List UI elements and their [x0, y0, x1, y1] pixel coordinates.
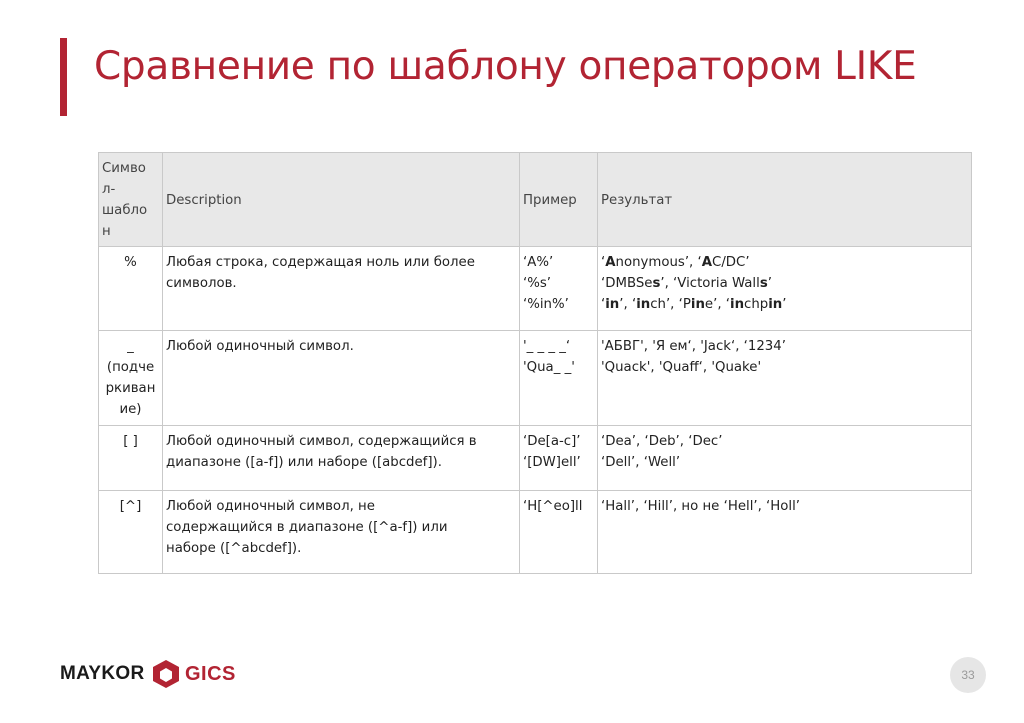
- result-text: ’: [782, 297, 787, 312]
- description-line: наборе ([^abcdef]).: [166, 541, 302, 556]
- result-highlight: A: [701, 255, 713, 270]
- result-line: [601, 452, 968, 473]
- cell-symbol: [99, 426, 163, 491]
- result-text: ’, ‘: [619, 297, 637, 312]
- logo-gics-text: GICS: [185, 663, 236, 685]
- description-line: Любая строка, содержащая ноль или более: [166, 255, 475, 270]
- result-text: ‘Dea’, ‘Deb’, ‘Dec’: [601, 434, 723, 449]
- result-text: ‘DMBSe: [601, 276, 653, 291]
- result-text: ‘Hall’, ‘Hill’, но не ‘Hell’, ‘Holl’: [601, 499, 801, 514]
- result-line: [601, 357, 968, 378]
- result-highlight: s: [759, 276, 768, 291]
- result-text: ‘: [601, 297, 606, 312]
- result-line: [601, 431, 968, 452]
- cell-description: [163, 331, 520, 426]
- symbol-line: [^]: [119, 499, 142, 514]
- result-text: ‘Dell’, ‘Well’: [601, 455, 681, 470]
- cell-example: [520, 247, 598, 331]
- result-highlight: in: [690, 297, 705, 312]
- header-description: Description: [163, 153, 520, 247]
- page-number: 33: [950, 657, 986, 693]
- example-line: ‘%s’: [523, 276, 552, 291]
- header-symbol: [99, 153, 163, 247]
- header-symbol-line: л-: [102, 182, 116, 197]
- result-text: chp: [744, 297, 769, 312]
- symbol-line: ие): [119, 402, 142, 417]
- result-line: [601, 336, 968, 357]
- cell-symbol: [99, 491, 163, 574]
- example-line: ‘H[^eo]ll: [523, 499, 583, 514]
- result-text: e’, ‘: [704, 297, 731, 312]
- example-line: '_ _ _ _‘: [523, 339, 571, 354]
- result-line: [601, 252, 968, 273]
- header-symbol-line: н: [102, 224, 111, 239]
- result-text: C/DC’: [712, 255, 750, 270]
- like-wildcards-table: [98, 152, 972, 574]
- title-accent-bar: [60, 38, 67, 116]
- example-line: ‘%in%’: [523, 297, 569, 312]
- result-text: ’: [767, 276, 772, 291]
- symbol-line: (подче: [106, 360, 155, 375]
- example-line: ‘A%’: [523, 255, 554, 270]
- cell-description: [163, 426, 520, 491]
- result-highlight: in: [768, 297, 783, 312]
- cell-example: [520, 331, 598, 426]
- result-highlight: A: [605, 255, 616, 270]
- header-example: Пример: [520, 153, 598, 247]
- result-line: [601, 294, 968, 315]
- result-highlight: in: [605, 297, 620, 312]
- example-line: ‘De[a-c]’: [523, 434, 581, 449]
- cell-result: [598, 491, 972, 574]
- result-highlight: in: [636, 297, 651, 312]
- description-line: Любой одиночный символ, содержащийся в: [166, 434, 477, 449]
- header-result: Результат: [598, 153, 972, 247]
- symbol-line: %: [124, 255, 137, 270]
- example-line: ‘[DW]ell’: [523, 455, 581, 470]
- result-text: 'АБВГ', 'Я ем‘, 'Jack‘, ‘1234’: [601, 339, 786, 354]
- result-text: ’, ‘Victoria Wall: [660, 276, 760, 291]
- cell-result: [598, 426, 972, 491]
- description-line: диапазоне ([a-f]) или наборе ([abcdef]).: [166, 455, 442, 470]
- result-text: 'Quack', 'Quaff‘, 'Quake': [601, 360, 762, 375]
- symbol-line: _: [127, 339, 134, 354]
- result-highlight: s: [652, 276, 661, 291]
- description-line: содержащийся в диапазоне ([^a-f]) или: [166, 520, 448, 535]
- header-symbol-line: Симво: [102, 161, 146, 176]
- result-highlight: in: [730, 297, 745, 312]
- cell-example: [520, 426, 598, 491]
- cell-result: [598, 331, 972, 426]
- cell-description: [163, 247, 520, 331]
- result-text: nonymous’, ‘: [615, 255, 702, 270]
- hexagon-logo-icon: [152, 659, 180, 694]
- page-title: Сравнение по шаблону оператором LIKE: [94, 44, 917, 89]
- cell-symbol: [99, 247, 163, 331]
- logo-maykor-text: MAYKOR: [60, 663, 145, 684]
- result-text: ch’, ‘P: [650, 297, 691, 312]
- cell-symbol: [99, 331, 163, 426]
- example-line: 'Qua_ _': [523, 360, 575, 375]
- cell-description: [163, 491, 520, 574]
- result-line: [601, 273, 968, 294]
- symbol-line: [ ]: [123, 434, 138, 449]
- table-row: [99, 247, 972, 331]
- description-line: Любой одиночный символ.: [166, 339, 354, 354]
- symbol-line: ркиван: [105, 381, 156, 396]
- table-row: [99, 426, 972, 491]
- cell-example: [520, 491, 598, 574]
- cell-result: [598, 247, 972, 331]
- header-symbol-line: шабло: [102, 203, 148, 218]
- table-header-row: [99, 153, 972, 247]
- table-row: [99, 491, 972, 574]
- table-row: [99, 331, 972, 426]
- description-line: Любой одиночный символ, не: [166, 499, 375, 514]
- result-text: ‘: [601, 255, 606, 270]
- result-line: [601, 496, 968, 517]
- description-line: символов.: [166, 276, 237, 291]
